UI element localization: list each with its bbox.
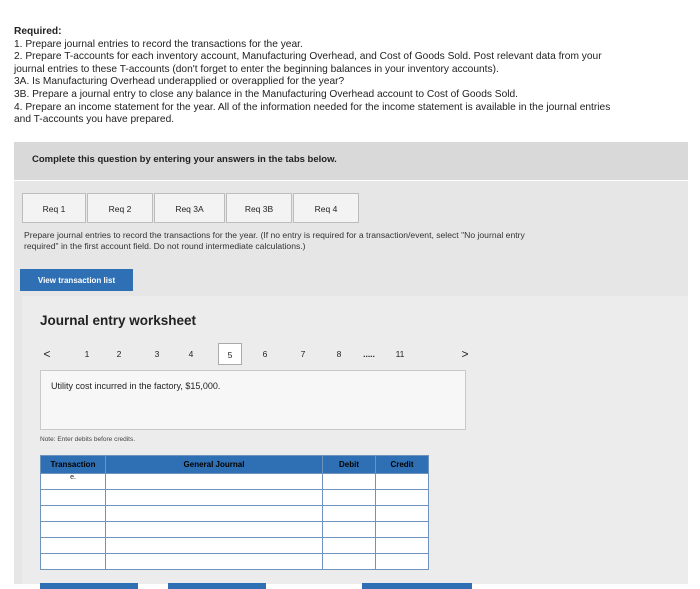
required-heading: Required: bbox=[14, 26, 62, 37]
instruction-line-1: Prepare journal entries to record the transactions for the year. (If no entry is required for a transaction/event, select "No journal entry bbox=[24, 230, 525, 240]
required-line: 1. Prepare journal entries to record the transactions for the year. bbox=[14, 38, 303, 50]
debit-cell[interactable] bbox=[323, 506, 376, 522]
account-cell[interactable] bbox=[106, 506, 323, 522]
account-cell[interactable] bbox=[106, 474, 323, 490]
credit-cell[interactable] bbox=[376, 538, 429, 554]
table-row bbox=[41, 506, 429, 522]
transaction-description-box bbox=[40, 370, 466, 430]
credit-cell[interactable] bbox=[376, 554, 429, 570]
required-line: 4. Prepare an income statement for the year. All of the information needed for the income statement is available in the journal entries bbox=[14, 101, 611, 113]
required-line: 3B. Prepare a journal entry to close any balance in the Manufacturing Overhead account to Cost of Goods Sold. bbox=[14, 88, 519, 100]
transaction-description: Utility cost incurred in the factory, $15,000. bbox=[51, 381, 221, 391]
page-6[interactable]: 6 bbox=[262, 349, 268, 359]
account-cell[interactable] bbox=[106, 554, 323, 570]
debit-cell[interactable] bbox=[323, 554, 376, 570]
clear-entry-button[interactable] bbox=[168, 583, 266, 589]
page-8[interactable]: 8 bbox=[336, 349, 342, 359]
page-11[interactable]: 11 bbox=[395, 349, 405, 359]
debit-cell[interactable] bbox=[323, 522, 376, 538]
tab-req-2[interactable]: Req 2 bbox=[87, 193, 153, 223]
instruction-text bbox=[24, 230, 684, 252]
debit-cell[interactable] bbox=[323, 474, 376, 490]
next-arrow-icon[interactable]: > bbox=[461, 347, 469, 361]
requirements-text bbox=[14, 26, 694, 127]
required-line: and T-accounts you have prepared. bbox=[14, 114, 175, 126]
table-row bbox=[41, 538, 429, 554]
complete-label: Complete this question by entering your answers in the tabs below. bbox=[32, 154, 337, 165]
account-cell[interactable] bbox=[106, 490, 323, 506]
tab-req-3a[interactable]: Req 3A bbox=[154, 193, 225, 223]
col-debit: Debit bbox=[323, 456, 376, 474]
prev-arrow-icon[interactable]: < bbox=[43, 347, 51, 361]
instruction-line-2: required" in the first account field. Do not round intermediate calculations.) bbox=[24, 241, 306, 251]
col-transaction: Transaction bbox=[41, 456, 106, 474]
page-3[interactable]: 3 bbox=[154, 349, 160, 359]
record-entry-button[interactable] bbox=[40, 583, 138, 589]
credit-cell[interactable] bbox=[376, 522, 429, 538]
tab-req-1[interactable]: Req 1 bbox=[22, 193, 86, 223]
table-row bbox=[41, 522, 429, 538]
page-7[interactable]: 7 bbox=[300, 349, 306, 359]
page-ellipsis[interactable]: ..... bbox=[363, 349, 375, 359]
credit-cell[interactable] bbox=[376, 490, 429, 506]
transaction-cell bbox=[41, 490, 106, 506]
view-transaction-list-button[interactable]: View transaction list bbox=[20, 269, 133, 291]
transaction-cell bbox=[41, 522, 106, 538]
required-line: journal entries to these T-accounts (don't forget to enter the beginning balances in your inventory accounts). bbox=[14, 63, 499, 75]
journal-table bbox=[40, 455, 429, 570]
account-cell[interactable] bbox=[106, 522, 323, 538]
page-5-current[interactable]: 5 bbox=[218, 343, 242, 365]
complete-banner bbox=[14, 142, 688, 180]
col-credit: Credit bbox=[376, 456, 429, 474]
tab-req-3b[interactable]: Req 3B bbox=[226, 193, 292, 223]
transaction-cell: e. bbox=[41, 474, 106, 490]
page-1[interactable]: 1 bbox=[84, 349, 90, 359]
transaction-cell bbox=[41, 538, 106, 554]
debit-cell[interactable] bbox=[323, 538, 376, 554]
view-general-journal-button[interactable] bbox=[362, 583, 472, 589]
tab-req-4[interactable]: Req 4 bbox=[293, 193, 359, 223]
account-cell[interactable] bbox=[106, 538, 323, 554]
transaction-cell bbox=[41, 506, 106, 522]
page-2[interactable]: 2 bbox=[116, 349, 122, 359]
debits-note: Note: Enter debits before credits. bbox=[40, 436, 136, 443]
credit-cell[interactable] bbox=[376, 506, 429, 522]
table-row bbox=[41, 490, 429, 506]
worksheet-title: Journal entry worksheet bbox=[40, 313, 197, 328]
credit-cell[interactable] bbox=[376, 474, 429, 490]
required-line: 2. Prepare T-accounts for each inventory account, Manufacturing Overhead, and Cost of Goods Sold. Post relevant data from your bbox=[14, 51, 602, 63]
page-4[interactable]: 4 bbox=[188, 349, 194, 359]
col-general-journal: General Journal bbox=[106, 456, 323, 474]
required-line: 3A. Is Manufacturing Overhead underapplied or overapplied for the year? bbox=[14, 76, 345, 88]
debit-cell[interactable] bbox=[323, 490, 376, 506]
transaction-cell bbox=[41, 554, 106, 570]
table-row bbox=[41, 474, 429, 490]
table-row bbox=[41, 554, 429, 570]
